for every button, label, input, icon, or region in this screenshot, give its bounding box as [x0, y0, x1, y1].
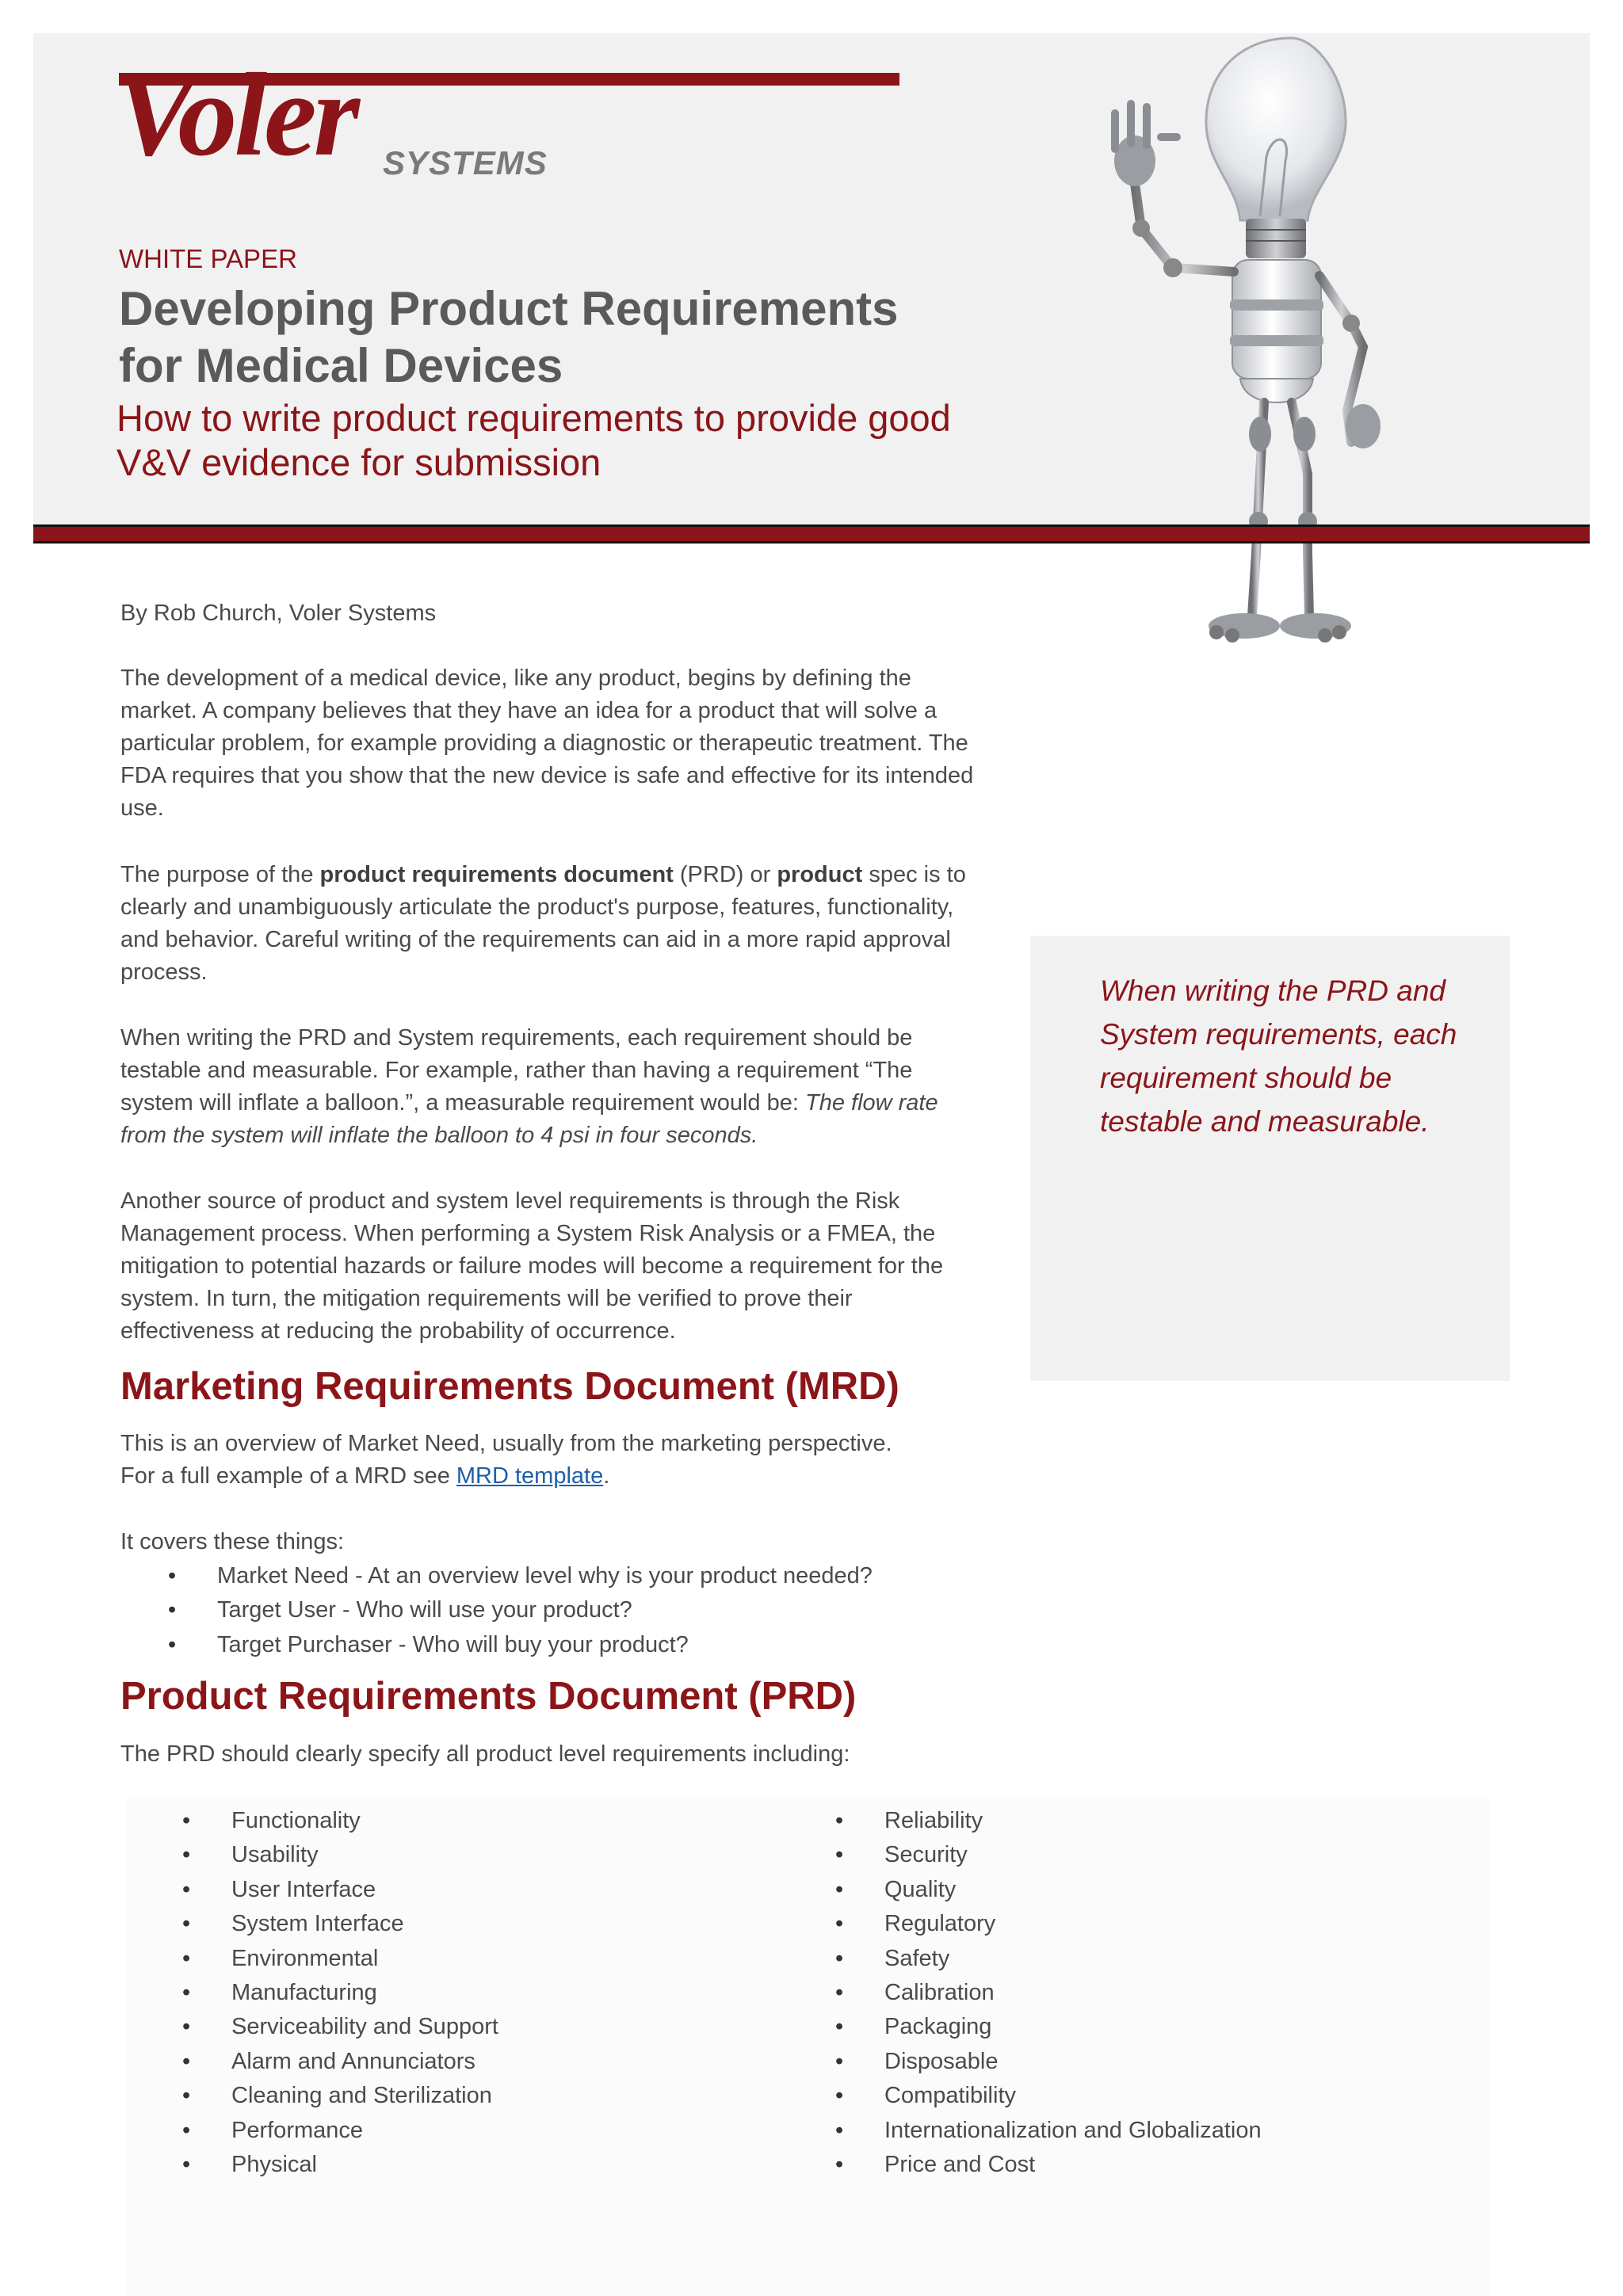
list-item: • Reliability: [884, 1804, 1262, 1838]
list-item: • Target User - Who will use your product?: [217, 1593, 873, 1627]
list-item: • Usability: [231, 1838, 498, 1872]
list-item: • Compatibility: [884, 2079, 1262, 2113]
list-item: • Cleaning and Sterilization: [231, 2079, 498, 2113]
list-item: • Disposable: [884, 2045, 1262, 2079]
italic-example: The flow rate from the system will inflate the balloon to 4 psi in four seconds.: [120, 1090, 938, 1148]
bold-term: product requirements document: [319, 862, 674, 887]
intro-paragraph-4: Another source of product and system level requirements is through the Risk Management process. When performing a System Risk Analysis or a FMEA, the mitigation to potential hazards or failure modes will become a requirement for the system. In turn, the mitigation requirements will be verified to prove their effectiveness at reducing the probability of occurrence.: [120, 1188, 944, 1344]
logo: Voler: [115, 49, 357, 181]
list-item: • Serviceability and Support: [231, 2010, 498, 2044]
header-divider: [33, 524, 1590, 543]
section-heading-mrd: Marketing Requirements Document (MRD): [120, 1365, 899, 1408]
mrd-covers-label: It covers these things:: [120, 1529, 345, 1554]
title-line-1: Developing Product Requirements: [119, 282, 899, 335]
page-title: [119, 280, 991, 395]
text-run: The purpose of the: [120, 862, 320, 887]
list-item: • Performance: [231, 2114, 498, 2148]
list-item: • Safety: [884, 1942, 1262, 1976]
mrd-template-link[interactable]: MRD template: [456, 1463, 604, 1489]
intro-paragraph-2: [120, 859, 984, 989]
list-item: • User Interface: [231, 1873, 498, 1907]
list-item: • Regulatory: [884, 1907, 1262, 1941]
list-item: • Packaging: [884, 2010, 1262, 2044]
pull-quote-text: When writing the PRD and System requirements, each requirement should be testable and measurable.: [1100, 974, 1457, 1138]
mrd-paragraph-2: [120, 1460, 984, 1493]
subtitle-line-2: V&V evidence for submission: [116, 441, 601, 483]
intro-paragraph-3: [120, 1022, 984, 1152]
text-run: (PRD) or: [673, 862, 777, 887]
intro-paragraph-1: The development of a medical device, like any product, begins by defining the market. A company believes that they have an idea for a product that will solve a particular problem, for example providing a diagnostic or therapeutic treatment. The FDA requires that you show that the new device is safe and effective for its intended use.: [120, 666, 974, 821]
bold-term: product: [777, 862, 863, 887]
list-item: • Functionality: [231, 1804, 498, 1838]
page-subtitle: [116, 396, 1028, 485]
text-run: .: [603, 1463, 610, 1489]
list-item: • Environmental: [231, 1942, 498, 1976]
mrd-list: [217, 1559, 873, 1662]
list-item: • System Interface: [231, 1907, 498, 1941]
lightbulb-robot-illustration: [1078, 30, 1426, 664]
section-heading-prd: Product Requirements Document (PRD): [120, 1675, 857, 1718]
mrd-paragraph-1: This is an overview of Market Need, usually from the marketing perspective.: [120, 1431, 892, 1456]
list-item: • Price and Cost: [884, 2148, 1262, 2182]
list-item: • Alarm and Annunciators: [231, 2045, 498, 2079]
prd-intro: The PRD should clearly specify all product level requirements including:: [120, 1741, 850, 1767]
logo-subtext: SYSTEMS: [383, 144, 548, 181]
list-item: • Manufacturing: [231, 1976, 498, 2010]
title-line-2: for Medical Devices: [119, 339, 563, 392]
byline: By Rob Church, Voler Systems: [120, 601, 437, 626]
text-run: spec is to clearly and unambiguously articulate the product's purpose, features, functionality, and behavior. Careful writing of the requirements can aid in a more rapid approval process.: [120, 862, 966, 985]
list-item: • Calibration: [884, 1976, 1262, 2010]
subtitle-line-1: How to write product requirements to provide good: [116, 397, 951, 439]
list-item: • Security: [884, 1838, 1262, 1872]
list-item: • Internationalization and Globalization: [884, 2114, 1262, 2148]
text-run: For a full example of a MRD see: [120, 1463, 456, 1489]
list-item: • Market Need - At an overview level why is your product needed?: [217, 1559, 873, 1593]
list-item: • Physical: [231, 2148, 498, 2182]
document-type-label: WHITE PAPER: [119, 244, 297, 273]
text-run: When writing the PRD and System requirements, each requirement should be testable and measurable. For example, rather than having a requirement “The system will inflate a balloon.”, a measurable requirement would be:: [120, 1025, 913, 1116]
pull-quote-box: [1030, 936, 1510, 1381]
list-item: • Quality: [884, 1873, 1262, 1907]
list-item: • Target Purchaser - Who will buy your product?: [217, 1628, 873, 1662]
prd-list-col-1: [231, 1804, 498, 2182]
prd-list-col-2: [884, 1804, 1262, 2182]
